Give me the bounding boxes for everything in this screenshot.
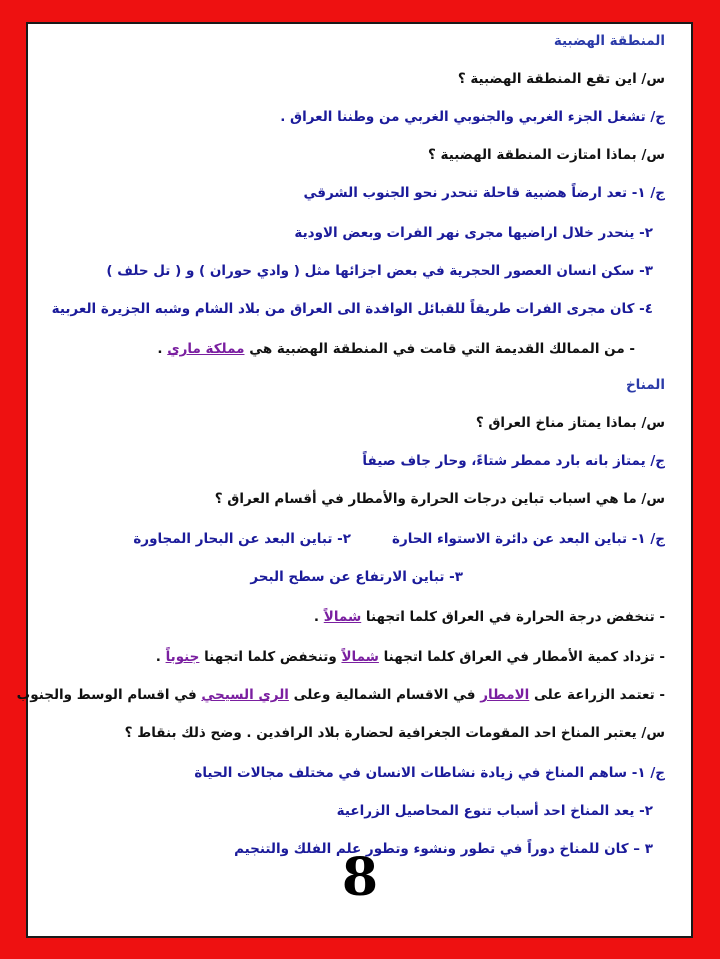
question-4: س/ ما هي اسباب تباين درجات الحرارة والأمطار في أقسام العراق ؟ <box>214 491 665 507</box>
note-rainfall <box>156 648 665 666</box>
note-3-underlined-north: شمالاً <box>341 649 379 665</box>
note-3-underlined-south: جنوباً <box>165 649 200 665</box>
question-2: س/ بماذا امتازت المنطقة الهضبية ؟ <box>428 147 665 163</box>
note-2-text: - تنخفض درجة الحرارة في العراق كلما اتجهنا <box>365 609 665 625</box>
note-1-text: - من الممالك القديمة التي قامت في المنطقة الهضبية هي <box>249 341 635 357</box>
note-4-end: في اقسام الوسط والجنوب <box>16 687 197 703</box>
note-ancient-kingdoms <box>157 340 635 358</box>
note-4-underlined-irrigation: الري السيحي <box>201 687 289 703</box>
answer-2-point-3: ٣- سكن انسان العصور الحجرية في بعض اجزائها مثل ( وادي حوران ) و ( تل حلف ) <box>106 263 653 279</box>
note-4-underlined-rain: الامطار <box>480 687 530 703</box>
note-3-middle: وتنخفض كلما اتجهنا <box>204 649 337 665</box>
question-5: س/ يعتبر المناخ احد المقومات الجغرافية لحضارة بلاد الرافدين . وضح ذلك بنقاط ؟ <box>124 725 665 741</box>
section-heading-climate: المناخ <box>625 377 665 393</box>
page-number: 8 <box>341 847 379 908</box>
note-4-text: - تعتمد الزراعة على <box>533 687 665 703</box>
answer-1: ج/ تشغل الجزء الغربي والجنوبي الغربي من وطننا العراق . <box>280 109 665 125</box>
answer-2-point-1: ج/ ١- تعد ارضاً هضبية قاحلة تنحدر نحو الجنوب الشرقي <box>303 185 665 201</box>
note-4-middle: في الاقسام الشمالية وعلى <box>293 687 476 703</box>
question-1: س/ اين تقع المنطقة الهضبية ؟ <box>457 71 665 87</box>
note-2-end: . <box>313 609 324 625</box>
note-agriculture <box>17 686 665 704</box>
section-heading-plateau: المنطقة الهضبية <box>553 33 665 49</box>
answer-4-point-2: ٢- تباين البعد عن البحار المجاورة <box>133 531 351 547</box>
answer-3: ج/ يمتاز بانه بارد ممطر شتاءً، وحار جاف صيفاً <box>362 453 665 469</box>
note-2-underlined: شمالاً <box>323 609 362 625</box>
note-3-text: - تزداد كمية الأمطار في العراق كلما اتجهنا <box>383 649 665 665</box>
answer-2-point-4: ٤- كان مجرى الفرات طريقاً للقبائل الوافدة الى العراق من بلاد الشام وشبه الجزيرة العربية <box>51 301 653 317</box>
document-sheet <box>16 22 693 938</box>
answer-5-point-2: ٢- يعد المناخ احد أسباب تنوع المحاصيل الزراعية <box>336 803 653 819</box>
answer-5-point-3: ٣ – كان للمناخ دوراً في تطور ونشوء وتطور علم الفلك والتنجيم <box>234 841 653 857</box>
answer-2-point-2: ٢- ينحدر خلال اراضيها مجرى نهر الفرات وبعض الاودية <box>294 225 653 241</box>
note-1-end: . <box>157 341 168 357</box>
answer-4-point-1: ج/ ١- تباين البعد عن دائرة الاستواء الحارة <box>392 531 665 547</box>
answer-5-point-1: ج/ ١- ساهم المناخ في زيادة نشاطات الانسان في مختلف مجالات الحياة <box>194 765 665 781</box>
question-3: س/ بماذا يمتاز مناخ العراق ؟ <box>475 415 665 431</box>
note-temperature <box>314 608 665 626</box>
answer-4-point-3: ٣- تباين الارتفاع عن سطح البحر <box>250 569 463 585</box>
note-1-link: مملكة ماري <box>167 341 245 357</box>
note-3-end: . <box>155 649 166 665</box>
